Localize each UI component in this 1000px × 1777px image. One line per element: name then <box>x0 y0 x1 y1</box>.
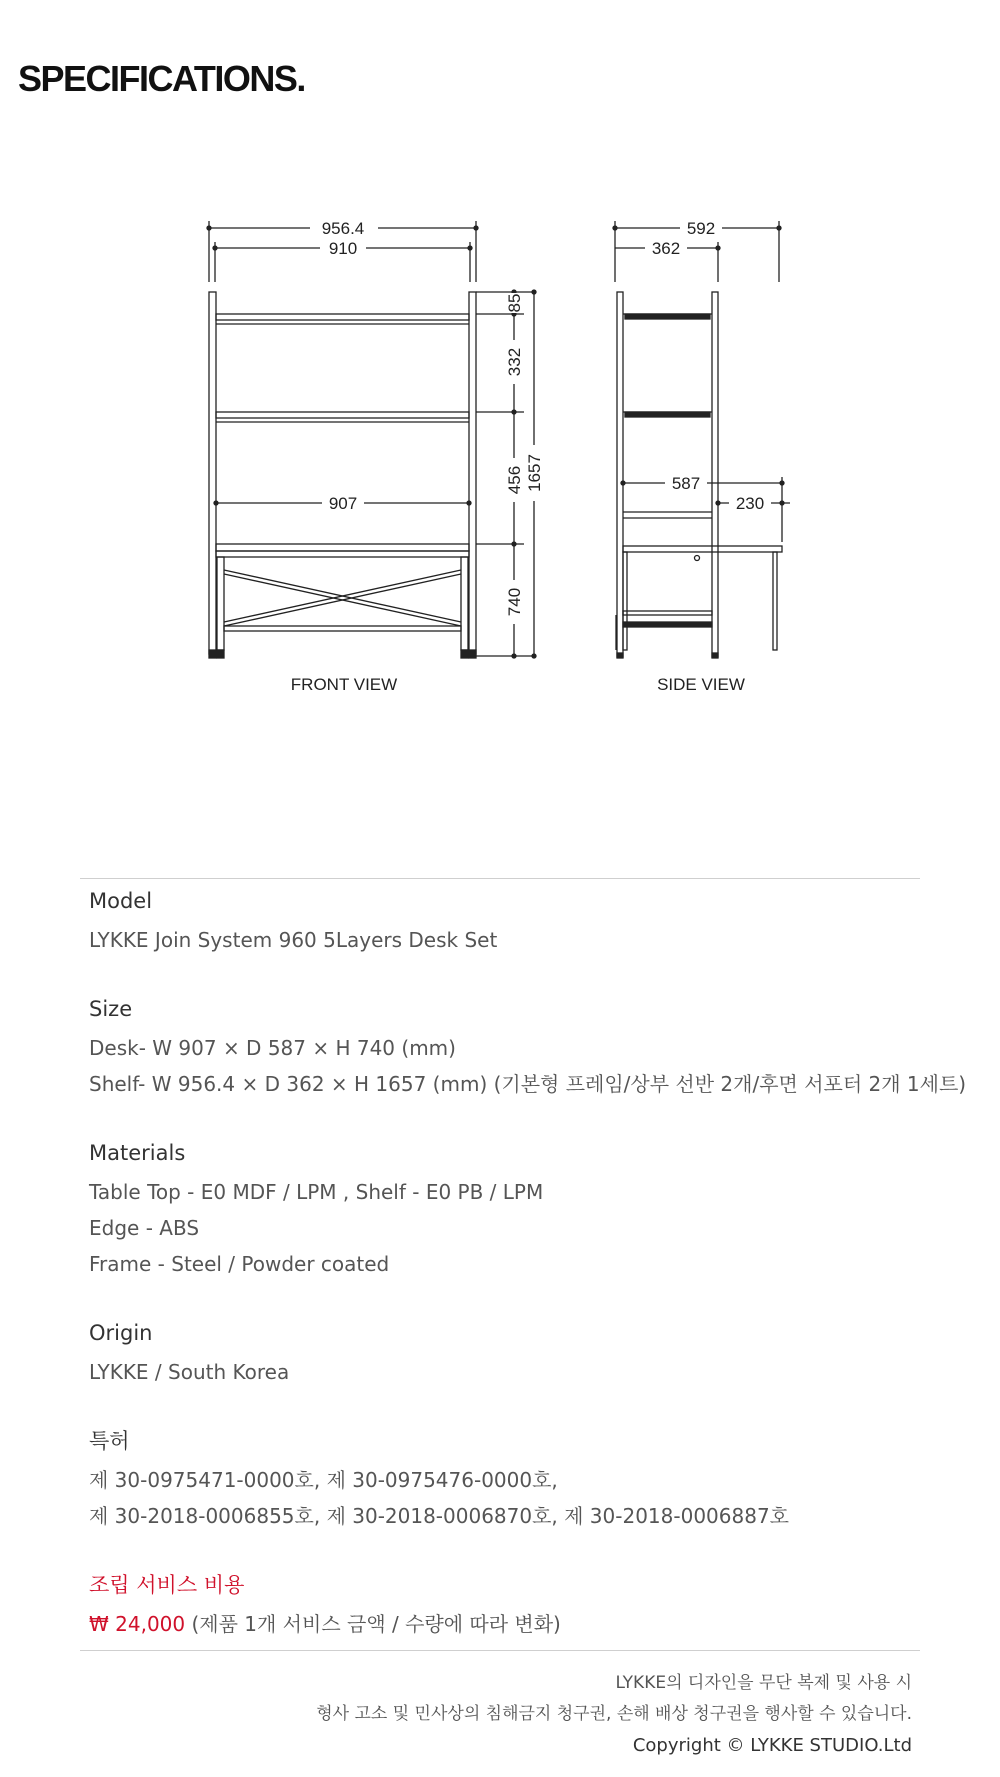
spec-patent <box>89 1426 929 1534</box>
spec-heading-origin: Origin <box>89 1321 153 1345</box>
divider-top <box>80 878 920 879</box>
front-view-label: FRONT VIEW <box>290 675 398 694</box>
footer-copyright: Copyright © LYKKE STUDIO.Ltd <box>632 1735 912 1756</box>
spec-heading-patent: 특허 <box>89 1429 130 1453</box>
spec-value: Desk- W 907 × D 587 × H 740 (mm) <box>89 1036 456 1060</box>
dim-total-height: 1657 <box>525 454 544 492</box>
assembly-price: ₩ 24,000 <box>89 1612 186 1636</box>
spec-heading-materials: Materials <box>89 1141 186 1165</box>
spec-value: 제 30-0975471-0000호, 제 30-0975476-0000호, <box>89 1468 558 1492</box>
spec-heading-size: Size <box>89 997 133 1021</box>
dim-desk-depth: 587 <box>671 474 701 493</box>
spec-origin <box>89 1318 929 1390</box>
assembly-price-line <box>89 1606 929 1642</box>
dim-top-gap: 85 <box>505 293 524 313</box>
front-view-drawing <box>207 218 544 694</box>
spec-heading-assembly: 조립 서비스 비용 <box>89 1573 245 1597</box>
spec-materials <box>89 1138 929 1282</box>
dim-desk-height: 740 <box>505 587 524 617</box>
dim-overall-width: 956.4 <box>321 219 365 238</box>
dim-desk-overhang: 230 <box>735 494 765 513</box>
dim-inner-width: 910 <box>328 239 358 258</box>
dim-desk-width: 907 <box>328 494 358 513</box>
dim-side-shelf-depth: 362 <box>651 239 681 258</box>
dim-side-total-depth: 592 <box>686 219 716 238</box>
footer-line-1: LYKKE의 디자인을 무단 복제 및 사용 시 <box>615 1673 912 1693</box>
footer-line-2: 형사 고소 및 민사상의 침해금지 청구권, 손해 배상 청구권을 행사할 수 있습니다. <box>316 1704 912 1724</box>
divider-bottom <box>80 1650 920 1651</box>
spec-value: LYKKE Join System 960 5Layers Desk Set <box>89 928 498 952</box>
spec-heading-model: Model <box>89 889 153 913</box>
spec-value: Shelf- W 956.4 × D 362 × H 1657 (mm) (기본형 프레임/상부 선반 2개/후면 서포터 2개 1세트) <box>89 1072 967 1096</box>
dim-upper-section: 456 <box>505 465 524 495</box>
spec-value: Edge - ABS <box>89 1216 200 1240</box>
footer-notice <box>316 1668 912 1761</box>
spec-value: Frame - Steel / Powder coated <box>89 1252 390 1276</box>
spec-model <box>89 886 929 958</box>
dim-shelf-gap: 332 <box>505 347 524 377</box>
spec-size <box>89 994 967 1102</box>
side-view-drawing <box>613 218 790 694</box>
spec-assembly <box>89 1570 929 1642</box>
spec-value: 제 30-2018-0006855호, 제 30-2018-0006870호, 제 30-2018-0006887호 <box>89 1504 789 1528</box>
spec-value: LYKKE / South Korea <box>89 1360 290 1384</box>
side-view-label: SIDE VIEW <box>657 675 745 694</box>
technical-drawing <box>0 190 1000 810</box>
assembly-price-note: (제품 1개 서비스 금액 / 수량에 따라 변화) <box>191 1612 561 1636</box>
spec-value: Table Top - E0 MDF / LPM , Shelf - E0 PB / LPM <box>89 1180 544 1204</box>
specifications-list <box>89 886 967 1678</box>
page-title: SPECIFICATIONS. <box>18 58 305 99</box>
